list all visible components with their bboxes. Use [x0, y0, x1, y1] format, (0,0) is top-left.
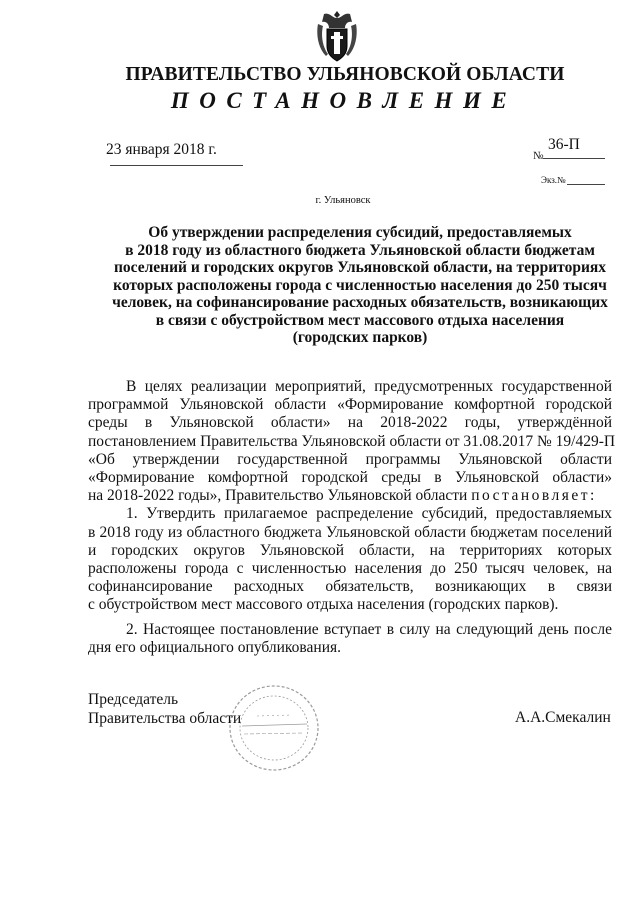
signatory-title	[88, 690, 241, 728]
coat-of-arms-emblem	[312, 8, 362, 64]
subject-line: человек, на софинансирование расходных обязательств, возникающих	[112, 294, 608, 311]
body-line: В целях реализации мероприятий, предусмотренных государственной	[126, 378, 612, 395]
body-line-last: дня его официального опубликования.	[88, 638, 342, 656]
city: г. Ульяновск	[315, 195, 371, 206]
signatory-title-line: Председатель	[88, 691, 179, 708]
body-line: 1. Утвердить прилагаемое распределение субсидий, предоставляемых	[126, 505, 612, 523]
subject-line: (городских парков)	[292, 329, 428, 346]
paragraph-item-2	[88, 621, 612, 657]
signatory-title-line: Правительства области	[88, 710, 242, 727]
subject-line: в связи с обустройством мест массового отдыха населения	[155, 311, 565, 329]
document-number: 36-П	[548, 136, 580, 153]
signatory-name: А.А.Смекалин	[515, 709, 611, 726]
body-line: среды в Ульяновской области» на 2018-2022 годы, утверждённой	[88, 414, 612, 432]
copy-underline	[567, 184, 605, 185]
body-line: и городских округов Ульяновской области, на территориях которых	[88, 541, 612, 559]
copy-label: Экз.№	[541, 175, 566, 185]
number-underline	[543, 158, 605, 159]
document-date: 23 января 2018 г.	[106, 141, 217, 158]
date-underline	[110, 165, 243, 166]
document-body	[88, 378, 616, 657]
body-line: программой Ульяновской области «Формирование комфортной городской	[88, 396, 612, 414]
subject-line: которых расположены города с численностью населения до 250 тысяч	[113, 276, 607, 294]
subject-line: в 2018 году из областного бюджета Ульяновской области бюджетам	[125, 241, 595, 259]
body-line-last	[88, 487, 612, 505]
subject-line: Об утверждении распределения субсидий, предоставляемых	[148, 224, 572, 241]
body-line: в 2018 году из областного бюджета Ульяновской области бюджетам поселений	[88, 523, 612, 541]
body-line: софинансирование расходных обязательств, возникающих в связи	[88, 578, 612, 596]
subject-line: поселений и городских округов Ульяновской области, на территориях	[113, 259, 607, 276]
body-line: «Формирование комфортной городской среды в Ульяновской области»	[88, 469, 612, 487]
document-kind: ПОСТАНОВЛЕНИЕ	[170, 88, 518, 113]
body-line: расположены города с численностью населения до 250 тысяч человек, на	[88, 560, 612, 578]
resolution-verb: постановляет:	[471, 487, 597, 505]
document-subject	[100, 224, 620, 347]
body-line: 2. Настоящее постановление вступает в силу на следующий день после	[126, 620, 612, 638]
body-line: постановлением Правительства Ульяновской области от 31.08.2017 № 19/429-П	[88, 432, 616, 450]
body-line: «Об утверждении государственной программы Ульяновской области	[88, 450, 612, 468]
body-line-text: на 2018-2022 годы», Правительство Ульяновской области	[88, 487, 468, 505]
body-line-last: с обустройством мест массового отдыха населения (городских парков).	[88, 596, 559, 614]
government-name: ПРАВИТЕЛЬСТВО УЛЬЯНОВСКОЙ ОБЛАСТИ	[125, 64, 565, 85]
paragraph-item-1	[88, 505, 612, 614]
number-sign: №	[533, 150, 544, 162]
paragraph-preamble	[88, 378, 616, 505]
